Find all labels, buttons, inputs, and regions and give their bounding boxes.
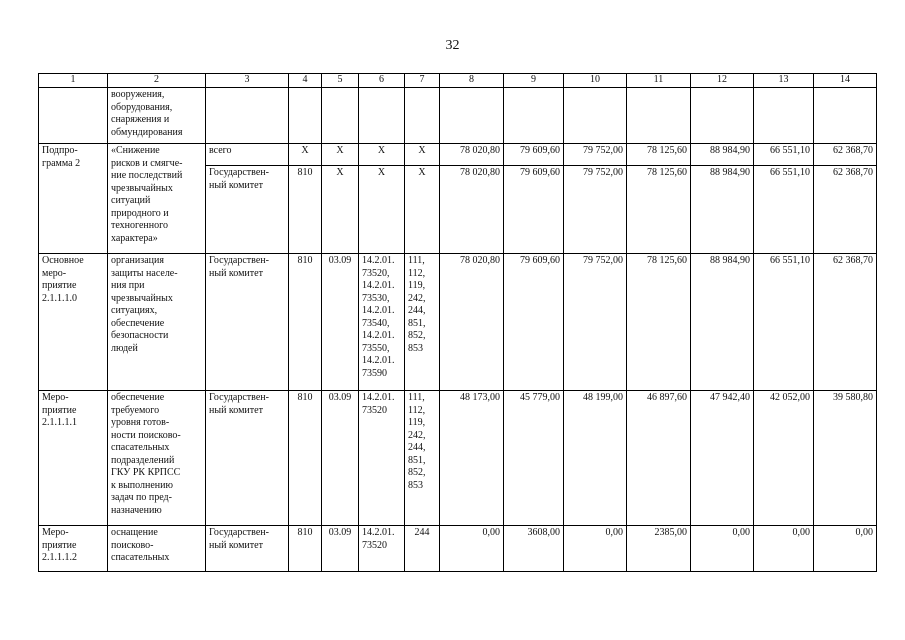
executor-cell: всего bbox=[206, 144, 289, 166]
executor-cell: Государствен- ный комитет bbox=[206, 166, 289, 254]
header-cell: 12 bbox=[691, 74, 754, 88]
amount-cell: 2385,00 bbox=[627, 526, 691, 572]
amount-cell: 0,00 bbox=[564, 526, 627, 572]
label-cell bbox=[39, 88, 108, 144]
amount-cell: 0,00 bbox=[754, 526, 814, 572]
cell: 03.09 bbox=[322, 391, 359, 526]
executor-cell bbox=[206, 88, 289, 144]
event-label: Меро- приятие 2.1.1.1.1 bbox=[39, 391, 108, 526]
amount-cell: 78 125,60 bbox=[627, 144, 691, 166]
event-label: Основное меро- приятие 2.1.1.1.0 bbox=[39, 254, 108, 391]
code-cell: 111, 112, 119, 242, 244, 851, 852, 853 bbox=[405, 254, 440, 391]
cell bbox=[359, 88, 405, 144]
amount-cell: 62 368,70 bbox=[814, 166, 877, 254]
amount-cell: 0,00 bbox=[814, 526, 877, 572]
amount-cell: 3608,00 bbox=[504, 526, 564, 572]
cell: 03.09 bbox=[322, 254, 359, 391]
amount-cell: 78 020,80 bbox=[440, 144, 504, 166]
cell: X bbox=[359, 144, 405, 166]
header-cell: 7 bbox=[405, 74, 440, 88]
amount-cell: 88 984,90 bbox=[691, 254, 754, 391]
header-cell: 5 bbox=[322, 74, 359, 88]
budget-table bbox=[38, 73, 877, 572]
amount-cell: 78 020,80 bbox=[440, 166, 504, 254]
amount-cell: 62 368,70 bbox=[814, 254, 877, 391]
executor-cell: Государствен- ный комитет bbox=[206, 526, 289, 572]
amount-cell: 62 368,70 bbox=[814, 144, 877, 166]
cell bbox=[627, 88, 691, 144]
amount-cell: 47 942,40 bbox=[691, 391, 754, 526]
table-row bbox=[39, 254, 877, 391]
event-name: организация защиты населе- ния при чрезвычайных ситуациях, обеспечение безопасности людей bbox=[108, 254, 206, 391]
cell: 810 bbox=[289, 391, 322, 526]
cell bbox=[564, 88, 627, 144]
amount-cell: 79 752,00 bbox=[564, 144, 627, 166]
amount-cell: 66 551,10 bbox=[754, 144, 814, 166]
header-cell: 13 bbox=[754, 74, 814, 88]
header-cell: 3 bbox=[206, 74, 289, 88]
cell bbox=[754, 88, 814, 144]
code-cell: 14.2.01. 73520 bbox=[359, 526, 405, 572]
code-cell: 14.2.01. 73520, 14.2.01. 73530, 14.2.01. 73540, 14.2.01. 73550, 14.2.01. 73590 bbox=[359, 254, 405, 391]
event-name: обеспечение требуемого уровня готов- ности поисково- спасательных подразделений ГКУ РК КРПСС к выполнению задач по пред- назначению bbox=[108, 391, 206, 526]
amount-cell: 0,00 bbox=[440, 526, 504, 572]
code-cell: 111, 112, 119, 242, 244, 851, 852, 853 bbox=[405, 391, 440, 526]
amount-cell: 88 984,90 bbox=[691, 144, 754, 166]
amount-cell: 78 125,60 bbox=[627, 254, 691, 391]
cell: 03.09 bbox=[322, 526, 359, 572]
amount-cell: 78 020,80 bbox=[440, 254, 504, 391]
cell: 810 bbox=[289, 526, 322, 572]
amount-cell: 66 551,10 bbox=[754, 166, 814, 254]
amount-cell: 78 125,60 bbox=[627, 166, 691, 254]
header-cell: 11 bbox=[627, 74, 691, 88]
subprogram-name: «Снижение рисков и смягче- ние последствий чрезвычайных ситуаций природного и техногенного характера» bbox=[108, 144, 206, 254]
header-cell: 9 bbox=[504, 74, 564, 88]
amount-cell: 39 580,80 bbox=[814, 391, 877, 526]
header-cell: 6 bbox=[359, 74, 405, 88]
amount-cell: 42 052,00 bbox=[754, 391, 814, 526]
amount-cell: 88 984,90 bbox=[691, 166, 754, 254]
cell bbox=[814, 88, 877, 144]
table-row bbox=[39, 391, 877, 526]
event-label: Меро- приятие 2.1.1.1.2 bbox=[39, 526, 108, 572]
header-row bbox=[39, 74, 877, 88]
code-cell: 14.2.01. 73520 bbox=[359, 391, 405, 526]
amount-cell: 48 173,00 bbox=[440, 391, 504, 526]
cell bbox=[322, 88, 359, 144]
header-cell: 2 bbox=[108, 74, 206, 88]
executor-cell: Государствен- ный комитет bbox=[206, 254, 289, 391]
amount-cell: 45 779,00 bbox=[504, 391, 564, 526]
header-cell: 14 bbox=[814, 74, 877, 88]
cell: 810 bbox=[289, 254, 322, 391]
header-cell: 10 bbox=[564, 74, 627, 88]
amount-cell: 66 551,10 bbox=[754, 254, 814, 391]
amount-cell: 79 609,60 bbox=[504, 254, 564, 391]
amount-cell: 79 609,60 bbox=[504, 144, 564, 166]
executor-cell: Государствен- ный комитет bbox=[206, 391, 289, 526]
header-cell: 4 bbox=[289, 74, 322, 88]
amount-cell: 48 199,00 bbox=[564, 391, 627, 526]
cell: X bbox=[405, 144, 440, 166]
table-row bbox=[39, 526, 877, 572]
cell bbox=[504, 88, 564, 144]
name-cell: вооружения, оборудования, снаряжения и обмундирования bbox=[108, 88, 206, 144]
amount-cell: 79 609,60 bbox=[504, 166, 564, 254]
subprogram-label: Подпро- грамма 2 bbox=[39, 144, 108, 254]
cell: X bbox=[322, 166, 359, 254]
header-cell: 8 bbox=[440, 74, 504, 88]
amount-cell: 0,00 bbox=[691, 526, 754, 572]
cell: X bbox=[322, 144, 359, 166]
table-row bbox=[39, 144, 877, 166]
cell: X bbox=[289, 144, 322, 166]
amount-cell: 46 897,60 bbox=[627, 391, 691, 526]
header-cell: 1 bbox=[39, 74, 108, 88]
cell bbox=[440, 88, 504, 144]
cell: 810 bbox=[289, 166, 322, 254]
cell bbox=[691, 88, 754, 144]
amount-cell: 79 752,00 bbox=[564, 166, 627, 254]
cell: X bbox=[359, 166, 405, 254]
amount-cell: 79 752,00 bbox=[564, 254, 627, 391]
table-row bbox=[39, 88, 877, 144]
code-cell: 244 bbox=[405, 526, 440, 572]
page-number: 32 bbox=[445, 38, 460, 53]
cell bbox=[405, 88, 440, 144]
cell bbox=[289, 88, 322, 144]
event-name: оснащение поисково- спасательных bbox=[108, 526, 206, 572]
cell: X bbox=[405, 166, 440, 254]
